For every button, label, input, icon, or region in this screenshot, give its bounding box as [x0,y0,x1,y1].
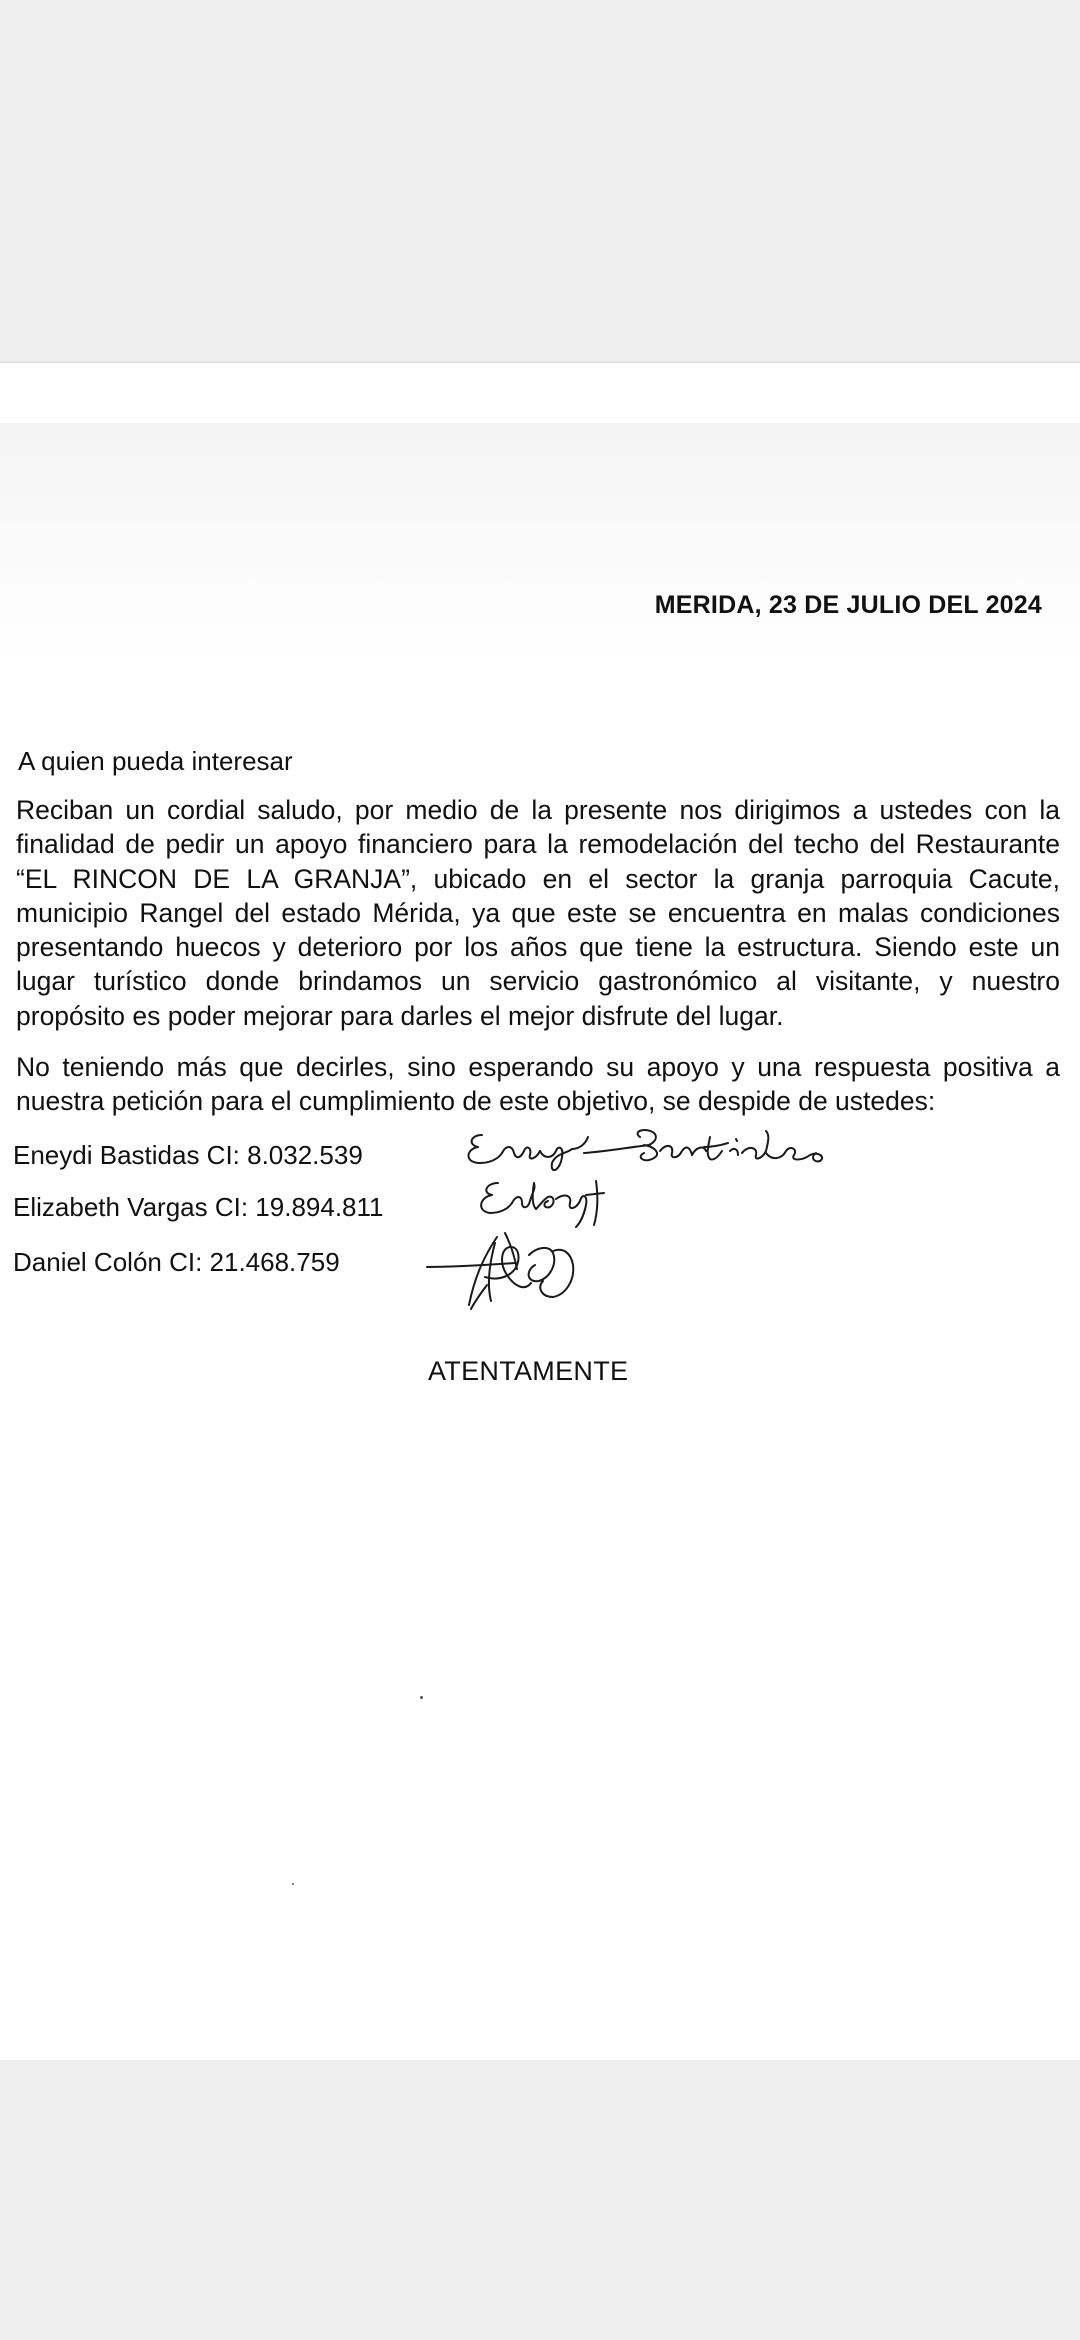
document-page [0,363,1080,2060]
date-line: MERIDA, 23 DE JULIO DEL 2024 [654,591,1042,619]
viewer-bottom-margin [0,2060,1080,2340]
signatory-2: Elizabeth Vargas CI: 19.894.811 [13,1192,384,1222]
body-paragraph-closing: No teniendo más que decirles, sino esperando su apoyo y una respuesta positiva a nuestra petición para el cumplimiento de este objetivo, se despide de ustedes: [16,1052,1060,1117]
viewer-top-margin [0,0,1080,363]
handwritten-signature-3 [425,1225,595,1315]
handwritten-signature-1 [460,1123,870,1183]
scan-shading [0,423,1080,663]
signatory-1: Eneydi Bastidas CI: 8.032.539 [13,1140,363,1170]
body-paragraph-request: Reciban un cordial saludo, por medio de la presente nos dirigimos a ustedes con la finalidad de pedir un apoyo financiero para la remodelación del techo del Restaurante “EL RINCON DE LA GRANJA”, ubicado en el sector la granja parroquia Cacute, municipio Rangel del estado Mérida, ya que este se encuentra en malas condiciones presentando huecos y deterioro por los años que tiene la estructura. Siendo este un lugar turístico donde brindamos un servicio gastronómico al visitante, y nuestro propósito es poder mejorar para darles el mejor disfrute del lugar. [16,795,1060,1031]
signatory-3: Daniel Colón CI: 21.468.759 [13,1247,340,1277]
salutation: A quien pueda interesar [18,746,293,776]
closing-line: ATENTAMENTE [428,1356,629,1386]
scan-speck [292,1883,294,1885]
scan-speck [420,1696,423,1699]
